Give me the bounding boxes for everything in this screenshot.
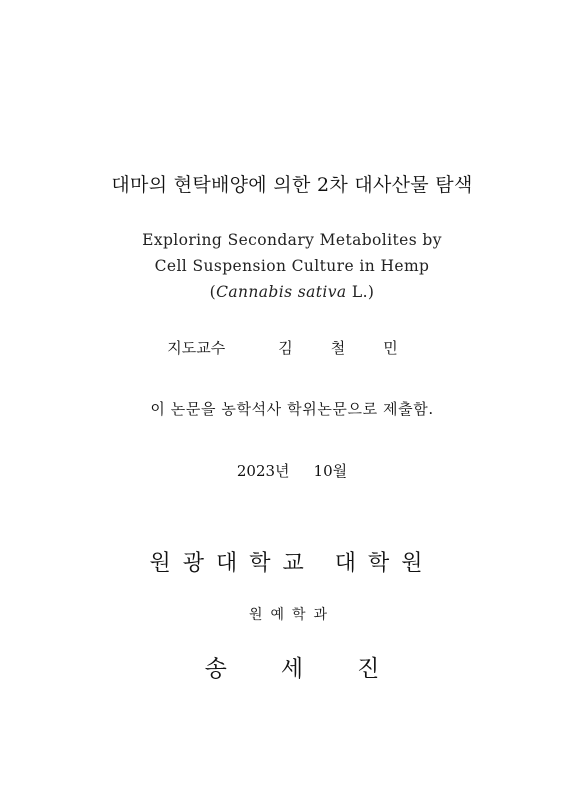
submission-statement: 이 논문을 농학석사 학위논문으로 제출함. bbox=[150, 400, 434, 418]
submission-date bbox=[0, 460, 584, 481]
author-name-char-3: 진 bbox=[357, 656, 380, 682]
advisor-name-char-1: 김 bbox=[278, 339, 293, 357]
date-year: 2023년 bbox=[236, 462, 290, 480]
thesis-title-english-line-1: Exploring Secondary Metabolites by bbox=[142, 231, 442, 249]
thesis-title-english-line-3 bbox=[0, 283, 584, 301]
author-name-char-2: 세 bbox=[280, 656, 304, 682]
author-name-char-1: 송 bbox=[204, 656, 227, 682]
department-name: 원예학과 bbox=[248, 607, 336, 623]
paren-open: ( bbox=[209, 283, 217, 301]
advisor-name-char-2: 철 bbox=[330, 339, 346, 357]
thesis-title-english-line-2: Cell Suspension Culture in Hemp bbox=[154, 257, 430, 275]
university-name: 원광대학교 대학원 bbox=[149, 551, 435, 576]
advisor-name-char-3: 민 bbox=[383, 339, 398, 357]
species-authority: L.) bbox=[346, 283, 375, 301]
thesis-title-korean: 대마의 현탁배양에 의한 2차 대사산물 탐색 bbox=[111, 174, 473, 196]
author-name bbox=[0, 650, 584, 683]
date-month: 10월 bbox=[313, 462, 348, 480]
species-name: Cannabis sativa bbox=[216, 283, 347, 301]
advisor-label: 지도교수 bbox=[167, 339, 226, 357]
advisor-line bbox=[0, 337, 584, 358]
